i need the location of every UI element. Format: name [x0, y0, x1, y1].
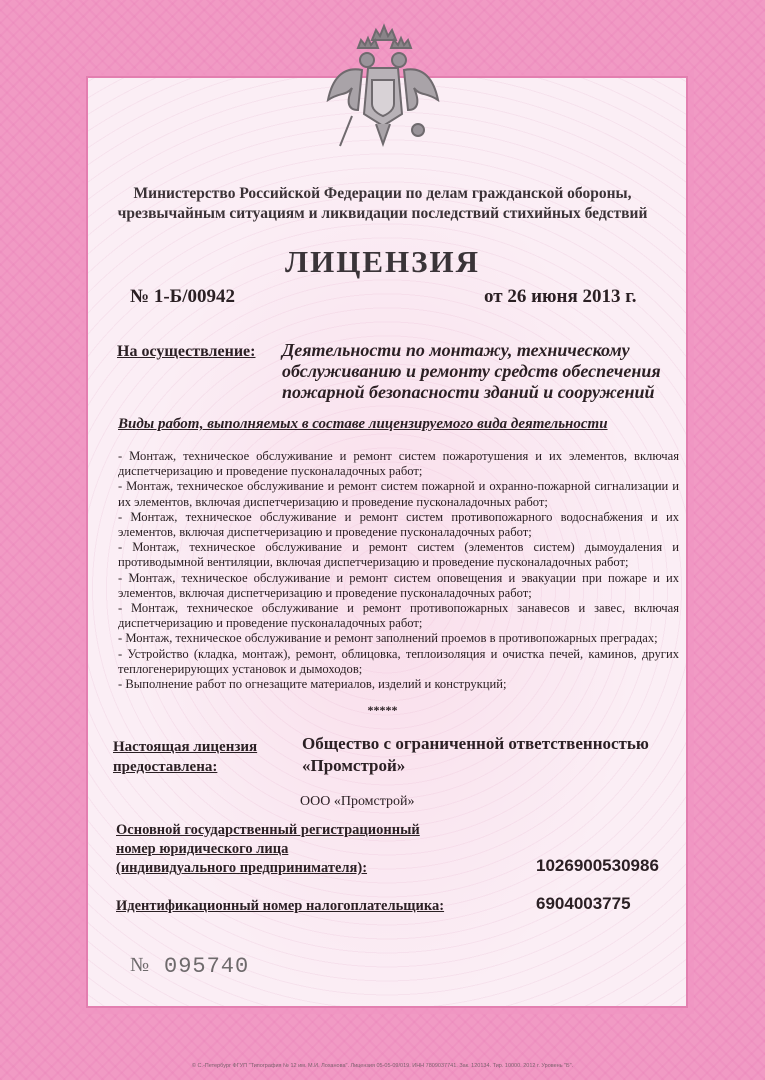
list-item: - Устройство (кладка, монтаж), ремонт, облицовка, теплоизоляция и очистка печей, каминов, других теплогенерирующих установок и дымоходов;: [118, 646, 679, 676]
company-name-line: Общество с ограниченной ответственностью: [302, 734, 649, 753]
list-item: - Выполнение работ по огнезащите материалов, изделий и конструкций;: [118, 677, 507, 692]
company-name: [302, 733, 702, 777]
licensee-label: [113, 737, 257, 777]
form-serial-number: 095740: [164, 954, 250, 979]
company-short-name: ООО «Промстрой»: [300, 794, 415, 809]
activity-description: Деятельности по монтажу, техническому обслуживанию и ремонту средств обеспечения пожарной безопасности зданий и сооружений: [282, 340, 661, 402]
ministry-line: чрезвычайным ситуациям и ликвидации последствий стихийных бедствий: [117, 205, 648, 222]
ogrn-label-line: номер юридического лица: [116, 841, 289, 857]
list-item: - Монтаж, техническое обслуживание и ремонт противопожарных занавесов и завес, включая диспетчеризацию и проведение пусконаладочных работ;: [118, 601, 679, 631]
ministry-line: Министерство Российской Федерации по делам гражданской обороны,: [133, 185, 632, 202]
document-title: ЛИЦЕНЗИЯ: [285, 244, 480, 279]
inn-value: 6904003775: [536, 894, 631, 913]
works-list: [118, 449, 679, 692]
works-title: Виды работ, выполняемых в составе лицензируемого вида деятельности: [118, 416, 608, 432]
company-name-line: «Промстрой»: [302, 756, 406, 775]
serial-number-sign: №: [130, 954, 150, 976]
licensee-label-line: Настоящая лицензия: [113, 739, 258, 755]
ogrn-label-line: Основной государственный регистрационный: [116, 822, 420, 838]
ogrn-value: 1026900530986: [536, 856, 659, 875]
list-item: - Монтаж, техническое обслуживание и ремонт систем пожарной и охранно-пожарной сигнализации и их элементов, включая диспетчеризацию и проведение пусконаладочных работ;: [118, 479, 679, 509]
ogrn-label: [116, 821, 420, 878]
activity-label: На осуществление:: [117, 343, 256, 360]
list-item: - Монтаж, техническое обслуживание и ремонт систем оповещения и эвакуации при пожаре и их элементов, включая диспетчеризацию и проведение пусконаладочных работ;: [118, 570, 679, 600]
license-number: № 1-Б/00942: [130, 286, 236, 307]
inn-label: Идентификационный номер налогоплательщика:: [116, 898, 445, 914]
coat-of-arms-icon: [322, 18, 444, 158]
licensee-label-line: предоставлена:: [113, 759, 218, 775]
separator: *****: [367, 703, 398, 717]
list-item: - Монтаж, техническое обслуживание и ремонт систем противопожарного водоснабжения и их элементов, включая диспетчеризацию и проведение пусконаладочных работ;: [118, 509, 679, 540]
ministry-name: [0, 184, 765, 224]
list-item: - Монтаж, техническое обслуживание и ремонт заполнений проемов в противопожарных преградах;: [118, 631, 658, 646]
printer-imprint: © С.-Петербург ФГУП "Типография № 12 им. М.И. Лоханова". Лицензия 05-05-09/019. ИНН 7809037741. Зак. 120134. Тир. 10000. 2012 г. Уровень "Б".: [191, 1063, 574, 1069]
list-item: - Монтаж, техническое обслуживание и ремонт систем (элементов систем) дымоудаления и противодымной вентиляции, включая диспетчеризацию и проведение пусконаладочных работ;: [118, 540, 679, 570]
license-date: от 26 июня 2013 г.: [484, 286, 637, 307]
list-item: - Монтаж, техническое обслуживание и ремонт систем пожаротушения и их элементов, включая диспетчеризацию и проведение пусконаладочных работ;: [118, 449, 679, 479]
ogrn-label-line: (индивидуального предпринимателя):: [116, 860, 368, 876]
